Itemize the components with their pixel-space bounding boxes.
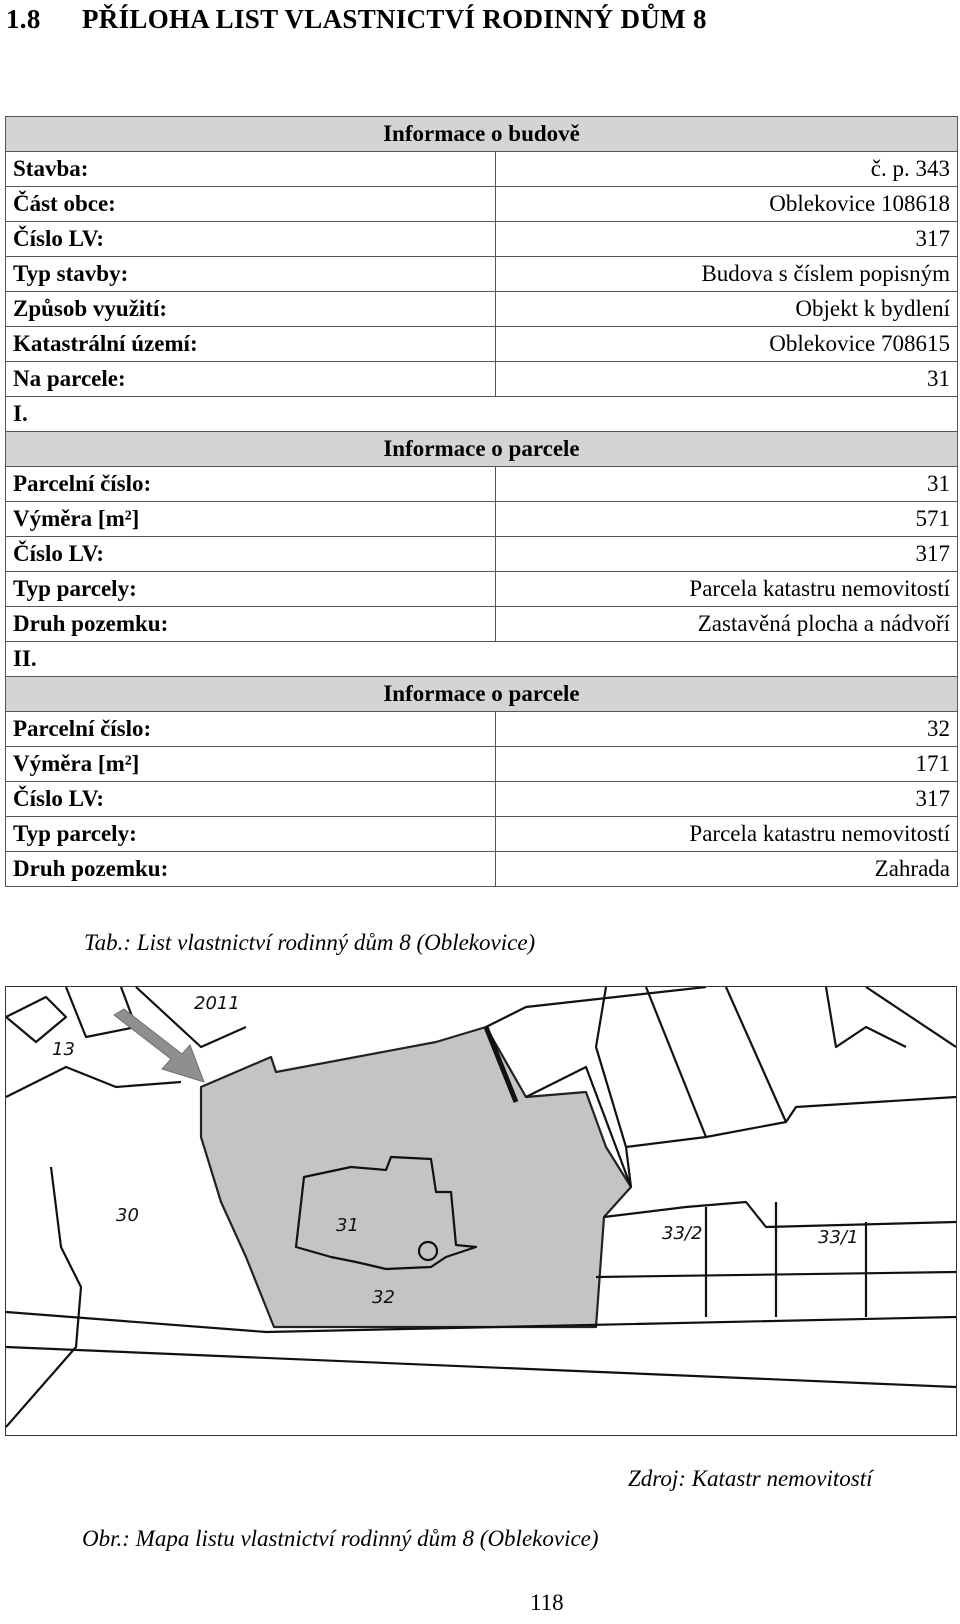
row-label: Stavba: [6, 152, 496, 187]
table-row [6, 782, 958, 817]
table-row [6, 362, 958, 397]
row-value: Parcela katastru nemovitostí [496, 572, 958, 607]
row-label: Parcelní číslo: [6, 467, 496, 502]
map-label: 31 [336, 1215, 359, 1236]
row-label: Číslo LV: [6, 222, 496, 257]
boundary-line [6, 1067, 181, 1097]
map-label: 13 [52, 1039, 75, 1060]
row-value: Zastavěná plocha a nádvoří [496, 607, 958, 642]
row-label: Způsob využití: [6, 292, 496, 327]
table-row [6, 817, 958, 852]
map-label: 30 [116, 1205, 139, 1226]
row-label: Na parcele: [6, 362, 496, 397]
table-row [6, 572, 958, 607]
row-value: Objekt k bydlení [496, 292, 958, 327]
row-value: Oblekovice 108618 [496, 187, 958, 222]
row-value: 32 [496, 712, 958, 747]
row-value: 317 [496, 222, 958, 257]
boundary-line [6, 1167, 81, 1427]
table-row [6, 152, 958, 187]
table-caption: Tab.: List vlastnictví rodinný dům 8 (Oblekovice) [84, 930, 536, 955]
row-value: Oblekovice 708615 [496, 327, 958, 362]
source-note: Zdroj: Katastr nemovitostí [628, 1466, 873, 1491]
row-label: Katastrální území: [6, 327, 496, 362]
row-label: Číslo LV: [6, 782, 496, 817]
parcel-marker-row [6, 642, 958, 677]
arrow-icon [114, 1009, 204, 1082]
row-label: Výměra [m²] [6, 502, 496, 537]
row-value: 317 [496, 782, 958, 817]
section-heading [6, 4, 707, 35]
row-value: 31 [496, 362, 958, 397]
table-row [6, 292, 958, 327]
row-value: Budova s číslem popisným [496, 257, 958, 292]
table-row [6, 467, 958, 502]
row-value: 571 [496, 502, 958, 537]
map-label: 2011 [194, 993, 240, 1014]
boundary-line [596, 987, 626, 1147]
map-label: 33/2 [662, 1223, 703, 1244]
row-value: č. p. 343 [496, 152, 958, 187]
parcel-marker-row [6, 397, 958, 432]
boundary-line [826, 987, 906, 1047]
highlighted-parcel [201, 1027, 631, 1327]
row-label: Typ parcely: [6, 817, 496, 852]
row-value: 31 [496, 467, 958, 502]
table-row [6, 222, 958, 257]
parcel-section-title: Informace o parcele [6, 432, 958, 467]
building-section-header [6, 117, 958, 152]
row-label: Typ parcely: [6, 572, 496, 607]
row-label: Část obce: [6, 187, 496, 222]
map-label: 33/1 [818, 1227, 859, 1248]
row-value: 317 [496, 537, 958, 572]
boundary-line [726, 987, 786, 1122]
table-row [6, 852, 958, 887]
boundary-line [866, 987, 956, 1047]
parcel-section-header [6, 677, 958, 712]
table-row [6, 257, 958, 292]
table-row [6, 712, 958, 747]
row-label: Číslo LV: [6, 537, 496, 572]
row-label: Druh pozemku: [6, 852, 496, 887]
cadastral-map [5, 986, 957, 1436]
row-label: Druh pozemku: [6, 607, 496, 642]
boundary-line [486, 987, 706, 1027]
parcel-section-header [6, 432, 958, 467]
row-value: Parcela katastru nemovitostí [496, 817, 958, 852]
parcel-marker: I. [6, 397, 958, 432]
figure-caption: Obr.: Mapa listu vlastnictví rodinný dům 8 (Oblekovice) [82, 1526, 599, 1551]
cadastral-map-drawing [6, 987, 956, 1435]
parcel-marker: II. [6, 642, 958, 677]
table-row [6, 607, 958, 642]
table-row [6, 187, 958, 222]
parcel-section-title: Informace o parcele [6, 677, 958, 712]
table-row [6, 327, 958, 362]
row-label: Parcelní číslo: [6, 712, 496, 747]
map-label: 32 [372, 1287, 395, 1308]
section-title: PŘÍLOHA LIST VLASTNICTVÍ RODINNÝ DŮM 8 [82, 4, 707, 34]
table-row [6, 502, 958, 537]
row-value: Zahrada [496, 852, 958, 887]
boundary-line [626, 1097, 956, 1187]
boundary-line [604, 1202, 956, 1227]
row-value: 171 [496, 747, 958, 782]
table-row [6, 537, 958, 572]
row-label: Výměra [m²] [6, 747, 496, 782]
section-number: 1.8 [6, 4, 41, 34]
ownership-sheet-table [5, 116, 958, 887]
building-section-title: Informace o budově [6, 117, 958, 152]
page-number: 118 [530, 1590, 564, 1615]
boundary-line [646, 987, 706, 1137]
road-edge [6, 1347, 956, 1387]
row-label: Typ stavby: [6, 257, 496, 292]
building-outline [6, 997, 66, 1042]
table-row [6, 747, 958, 782]
